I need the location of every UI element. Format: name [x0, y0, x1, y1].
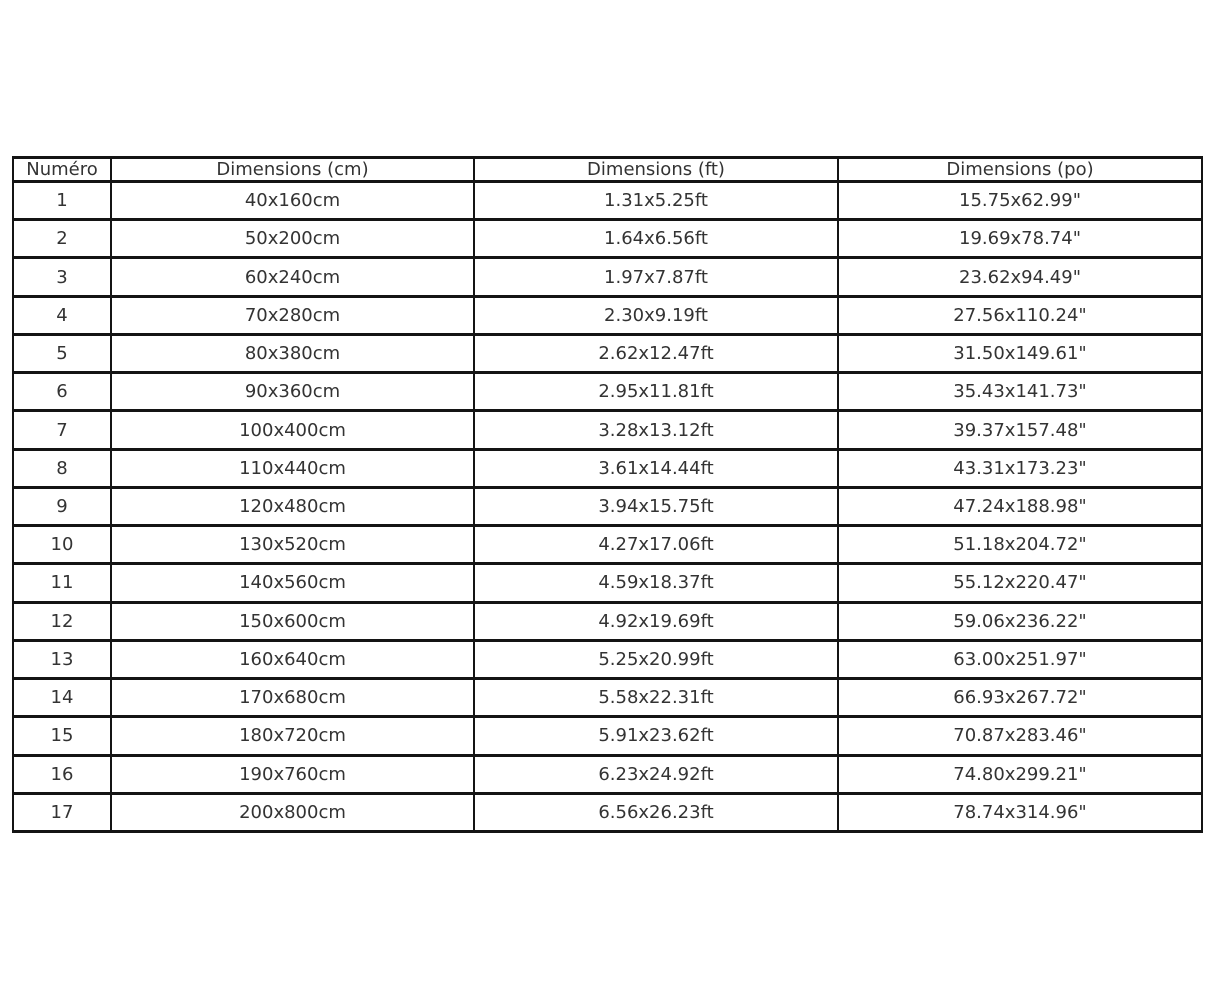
table-cell-dimensions-ft: 4.92x19.69ft: [474, 602, 838, 640]
table-cell-dimensions-cm: 50x200cm: [111, 220, 474, 258]
table-cell-numero: 12: [13, 602, 111, 640]
table-cell-numero: 15: [13, 717, 111, 755]
table-cell-dimensions-cm: 80x380cm: [111, 334, 474, 372]
table-cell-numero: 11: [13, 564, 111, 602]
table-cell-dimensions-cm: 100x400cm: [111, 411, 474, 449]
table-cell-dimensions-ft: 1.64x6.56ft: [474, 220, 838, 258]
table-cell-numero: 4: [13, 296, 111, 334]
table-row: [13, 220, 1202, 258]
table-cell-numero: 6: [13, 373, 111, 411]
table-cell-numero: 7: [13, 411, 111, 449]
table-cell-dimensions-po: 66.93x267.72": [838, 679, 1202, 717]
table-cell-dimensions-ft: 5.91x23.62ft: [474, 717, 838, 755]
table-body: [13, 182, 1202, 832]
table-cell-dimensions-ft: 1.31x5.25ft: [474, 182, 838, 220]
table-cell-dimensions-cm: 160x640cm: [111, 640, 474, 678]
table-cell-dimensions-cm: 200x800cm: [111, 793, 474, 831]
table-cell-dimensions-po: 70.87x283.46": [838, 717, 1202, 755]
table-cell-dimensions-cm: 180x720cm: [111, 717, 474, 755]
table-cell-dimensions-po: 55.12x220.47": [838, 564, 1202, 602]
table-cell-numero: 14: [13, 679, 111, 717]
table-cell-dimensions-cm: 60x240cm: [111, 258, 474, 296]
table-cell-dimensions-po: 47.24x188.98": [838, 487, 1202, 525]
table-row: [13, 602, 1202, 640]
table-cell-dimensions-ft: 2.30x9.19ft: [474, 296, 838, 334]
table-row: [13, 296, 1202, 334]
table-cell-dimensions-ft: 5.25x20.99ft: [474, 640, 838, 678]
table-cell-dimensions-ft: 3.61x14.44ft: [474, 449, 838, 487]
table-cell-dimensions-po: 19.69x78.74": [838, 220, 1202, 258]
column-header-numero: Numéro: [13, 158, 111, 182]
table-cell-dimensions-ft: 6.56x26.23ft: [474, 793, 838, 831]
table-cell-dimensions-po: 78.74x314.96": [838, 793, 1202, 831]
table-cell-dimensions-po: 39.37x157.48": [838, 411, 1202, 449]
table-cell-dimensions-po: 63.00x251.97": [838, 640, 1202, 678]
table-cell-dimensions-ft: 6.23x24.92ft: [474, 755, 838, 793]
table-row: [13, 526, 1202, 564]
table-cell-dimensions-ft: 2.62x12.47ft: [474, 334, 838, 372]
table-header: [13, 158, 1202, 182]
table-cell-dimensions-cm: 70x280cm: [111, 296, 474, 334]
table-cell-numero: 1: [13, 182, 111, 220]
table-cell-dimensions-po: 27.56x110.24": [838, 296, 1202, 334]
table-row: [13, 755, 1202, 793]
table-cell-numero: 5: [13, 334, 111, 372]
table-cell-dimensions-po: 35.43x141.73": [838, 373, 1202, 411]
table-cell-dimensions-ft: 5.58x22.31ft: [474, 679, 838, 717]
table-cell-numero: 3: [13, 258, 111, 296]
table-row: [13, 258, 1202, 296]
table-cell-numero: 13: [13, 640, 111, 678]
table-cell-numero: 9: [13, 487, 111, 525]
table-cell-dimensions-ft: 1.97x7.87ft: [474, 258, 838, 296]
table-row: [13, 679, 1202, 717]
column-header-dimensions-cm: Dimensions (cm): [111, 158, 474, 182]
table-cell-dimensions-cm: 170x680cm: [111, 679, 474, 717]
header-row: [13, 158, 1202, 182]
table-row: [13, 487, 1202, 525]
table-cell-dimensions-po: 31.50x149.61": [838, 334, 1202, 372]
table-cell-dimensions-po: 74.80x299.21": [838, 755, 1202, 793]
table-cell-dimensions-po: 43.31x173.23": [838, 449, 1202, 487]
table-row: [13, 182, 1202, 220]
table-row: [13, 334, 1202, 372]
table-cell-numero: 10: [13, 526, 111, 564]
table-cell-numero: 2: [13, 220, 111, 258]
table-row: [13, 793, 1202, 831]
table-cell-dimensions-po: 59.06x236.22": [838, 602, 1202, 640]
table-cell-dimensions-cm: 140x560cm: [111, 564, 474, 602]
table-cell-numero: 17: [13, 793, 111, 831]
table-row: [13, 564, 1202, 602]
column-header-dimensions-po: Dimensions (po): [838, 158, 1202, 182]
table-cell-dimensions-cm: 90x360cm: [111, 373, 474, 411]
table-cell-dimensions-cm: 110x440cm: [111, 449, 474, 487]
table-cell-dimensions-cm: 130x520cm: [111, 526, 474, 564]
table-cell-dimensions-cm: 150x600cm: [111, 602, 474, 640]
table-cell-dimensions-po: 51.18x204.72": [838, 526, 1202, 564]
table-cell-dimensions-ft: 3.28x13.12ft: [474, 411, 838, 449]
table-cell-dimensions-ft: 4.27x17.06ft: [474, 526, 838, 564]
table-cell-numero: 16: [13, 755, 111, 793]
table-cell-dimensions-cm: 40x160cm: [111, 182, 474, 220]
table-cell-dimensions-ft: 3.94x15.75ft: [474, 487, 838, 525]
table-row: [13, 449, 1202, 487]
table-row: [13, 717, 1202, 755]
table-cell-dimensions-ft: 2.95x11.81ft: [474, 373, 838, 411]
table-cell-numero: 8: [13, 449, 111, 487]
table-row: [13, 411, 1202, 449]
table-row: [13, 373, 1202, 411]
column-header-dimensions-ft: Dimensions (ft): [474, 158, 838, 182]
table-cell-dimensions-po: 23.62x94.49": [838, 258, 1202, 296]
table-cell-dimensions-po: 15.75x62.99": [838, 182, 1202, 220]
table-cell-dimensions-ft: 4.59x18.37ft: [474, 564, 838, 602]
table-cell-dimensions-cm: 120x480cm: [111, 487, 474, 525]
table-cell-dimensions-cm: 190x760cm: [111, 755, 474, 793]
dimensions-table: [12, 156, 1203, 833]
table-row: [13, 640, 1202, 678]
